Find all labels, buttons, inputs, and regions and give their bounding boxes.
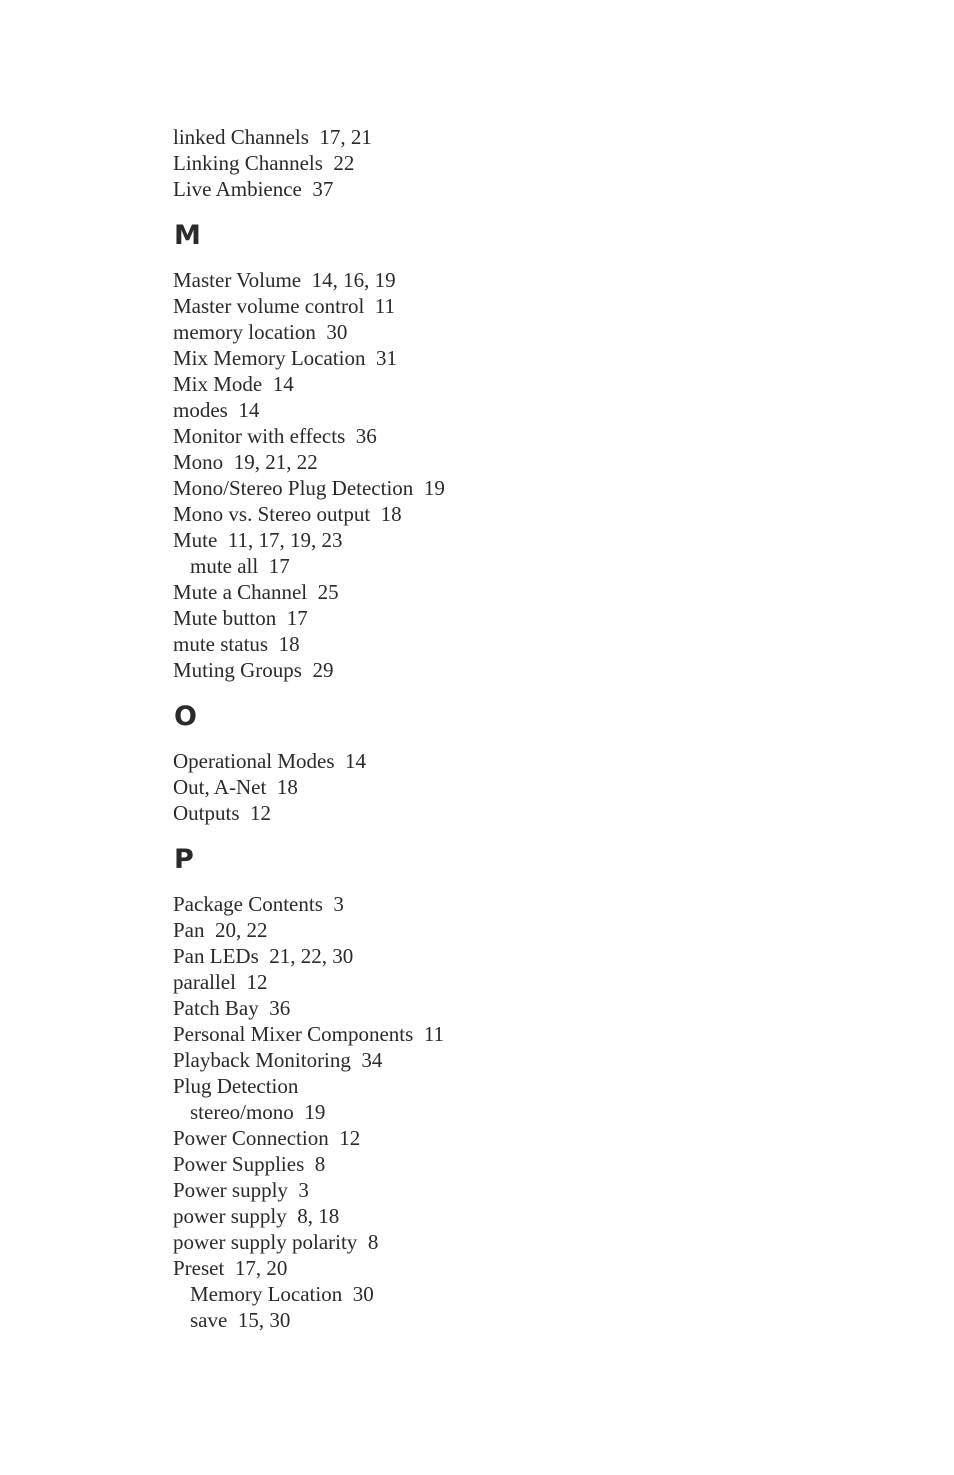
entry-page-numbers: 18 [380, 502, 402, 526]
index-entry [173, 1255, 873, 1281]
entry-term: Mix Mode [173, 372, 263, 396]
index-entry [173, 748, 873, 774]
index-entry [173, 293, 873, 319]
entry-page-numbers: 11, 17, 19, 23 [227, 528, 343, 552]
entry-term: Pan LEDs [173, 944, 259, 968]
index-entry [173, 319, 873, 345]
entry-term: Plug Detection [173, 1074, 299, 1098]
index-entry [173, 150, 873, 176]
index-entry [173, 1047, 873, 1073]
entry-page-numbers: 18 [278, 632, 300, 656]
entry-term: Mono/Stereo Plug Detection [173, 476, 414, 500]
index-section [173, 124, 873, 202]
entry-term: Monitor with effects [173, 424, 346, 448]
entry-page-numbers: 15, 30 [237, 1308, 291, 1332]
entry-term: Power Connection [173, 1126, 329, 1150]
index-entry [173, 1177, 873, 1203]
index-entry [173, 774, 873, 800]
entry-term: Patch Bay [173, 996, 259, 1020]
entry-term: Package Contents [173, 892, 323, 916]
entry-term: Muting Groups [173, 658, 302, 682]
entry-page-numbers: 17, 20 [234, 1256, 288, 1280]
entry-term: Power supply [173, 1178, 288, 1202]
entry-page-numbers: 36 [355, 424, 377, 448]
entry-page-numbers: 17, 21 [319, 125, 372, 149]
entry-term: Master Volume [173, 268, 302, 292]
entry-term: Linking Channels [173, 151, 323, 175]
entry-term: Mute a Channel [173, 580, 308, 604]
index-entry [173, 605, 873, 631]
index-entry [173, 1151, 873, 1177]
index-entry [173, 969, 873, 995]
index-subentry [173, 553, 873, 579]
entry-page-numbers: 11 [374, 294, 396, 318]
entry-page-numbers: 14 [272, 372, 294, 396]
entry-page-numbers: 19 [423, 476, 445, 500]
entry-term: Mono vs. Stereo output [173, 502, 371, 526]
index-section [173, 220, 873, 683]
index-section [173, 701, 873, 826]
index-subentry [173, 1099, 873, 1125]
index-subentry [173, 1281, 873, 1307]
index-entry [173, 527, 873, 553]
entry-page-numbers: 14 [238, 398, 260, 422]
entry-page-numbers: 22 [333, 151, 355, 175]
index-section [173, 844, 873, 1333]
index-entry [173, 449, 873, 475]
entry-term: mute status [173, 632, 269, 656]
entry-term: Playback Monitoring [173, 1048, 351, 1072]
entry-term: save [190, 1308, 228, 1332]
entry-page-numbers: 12 [339, 1126, 361, 1150]
entry-page-numbers: 14 [345, 749, 367, 773]
entry-page-numbers: 34 [361, 1048, 383, 1072]
entry-page-numbers: 20, 22 [215, 918, 268, 942]
entry-term: Outputs [173, 801, 240, 825]
index-entry [173, 423, 873, 449]
index-entry [173, 917, 873, 943]
entry-term: Master volume control [173, 294, 365, 318]
index-entry [173, 176, 873, 202]
index-entry [173, 345, 873, 371]
entry-page-numbers: 8, 18 [297, 1204, 340, 1228]
entry-page-numbers: 8 [367, 1230, 379, 1254]
entry-term: Out, A-Net [173, 775, 267, 799]
entry-page-numbers: 12 [246, 970, 268, 994]
entry-page-numbers: 36 [269, 996, 291, 1020]
entry-term: mute all [190, 554, 259, 578]
entry-page-numbers: 31 [375, 346, 397, 370]
index-subentry [173, 1307, 873, 1333]
index-entry [173, 1203, 873, 1229]
entry-page-numbers: 12 [250, 801, 272, 825]
entry-term: Personal Mixer Components [173, 1022, 414, 1046]
index-entry [173, 124, 873, 150]
entry-term: Mix Memory Location [173, 346, 366, 370]
entry-term: memory location [173, 320, 316, 344]
entry-term: stereo/mono [190, 1100, 294, 1124]
index-entry [173, 1229, 873, 1255]
index-entry [173, 1073, 873, 1099]
index-entry [173, 267, 873, 293]
section-letter-heading: O [174, 701, 197, 732]
index-entry [173, 1021, 873, 1047]
entry-term: Pan [173, 918, 205, 942]
entry-page-numbers: 18 [276, 775, 298, 799]
entry-term: Preset [173, 1256, 225, 1280]
entry-term: power supply [173, 1204, 287, 1228]
entry-term: modes [173, 398, 228, 422]
entry-term: Mute [173, 528, 218, 552]
index-page [173, 124, 873, 1333]
entry-term: linked Channels [173, 125, 309, 149]
entry-page-numbers: 17 [286, 606, 308, 630]
entry-term: Operational Modes [173, 749, 335, 773]
index-entry [173, 943, 873, 969]
index-entry [173, 397, 873, 423]
entry-page-numbers: 3 [333, 892, 344, 916]
entry-page-numbers: 3 [298, 1178, 309, 1202]
entry-page-numbers: 19, 21, 22 [233, 450, 318, 474]
entry-term: power supply polarity [173, 1230, 358, 1254]
section-letter-heading: P [174, 844, 194, 875]
entry-page-numbers: 29 [312, 658, 334, 682]
index-entry [173, 631, 873, 657]
entry-page-numbers: 30 [326, 320, 348, 344]
index-entry [173, 995, 873, 1021]
index-entry [173, 371, 873, 397]
entry-page-numbers: 11 [423, 1022, 445, 1046]
index-entry [173, 657, 873, 683]
entry-term: Power Supplies [173, 1152, 305, 1176]
entry-page-numbers: 30 [352, 1282, 374, 1306]
entry-page-numbers: 19 [304, 1100, 326, 1124]
index-entry [173, 800, 873, 826]
entry-term: Memory Location [190, 1282, 343, 1306]
entry-page-numbers: 21, 22, 30 [269, 944, 354, 968]
section-letter-heading: M [174, 220, 201, 251]
entry-page-numbers: 14, 16, 19 [311, 268, 396, 292]
entry-term: Mute button [173, 606, 277, 630]
index-entry [173, 891, 873, 917]
entry-term: Live Ambience [173, 177, 302, 201]
index-entry [173, 475, 873, 501]
entry-page-numbers: 8 [314, 1152, 326, 1176]
entry-page-numbers: 37 [312, 177, 334, 201]
entry-page-numbers: 25 [317, 580, 339, 604]
index-entry [173, 1125, 873, 1151]
index-entry [173, 579, 873, 605]
entry-term: parallel [173, 970, 236, 994]
entry-term: Mono [173, 450, 224, 474]
entry-page-numbers: 17 [268, 554, 290, 578]
index-entry [173, 501, 873, 527]
